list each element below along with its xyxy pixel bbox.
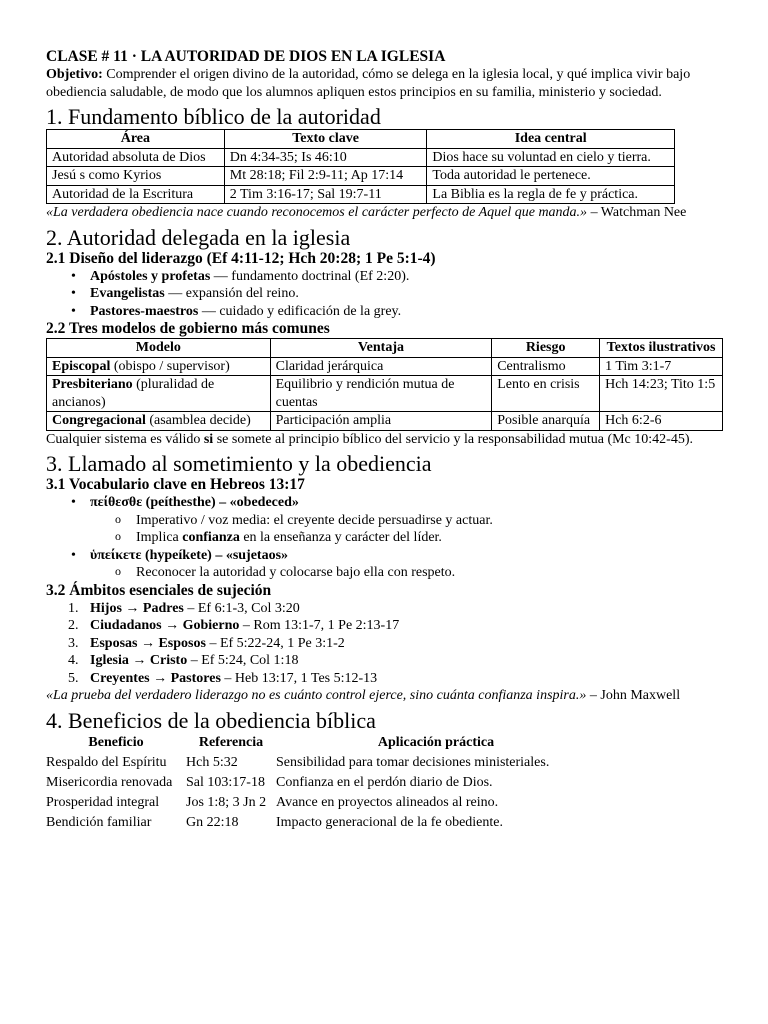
model-description: (pluralidad de ancianos) <box>52 377 215 410</box>
table-cell: Toda autoridad le pertenece. <box>427 167 675 186</box>
subsection-3-1-heading: 3.1 Vocabulario clave en Hebreos 13:17 <box>46 476 305 493</box>
subsection-2-2-heading: 2.2 Tres modelos de gobierno más comunes <box>46 320 330 337</box>
list-item-term: Apóstoles y profetas <box>90 268 211 284</box>
column-header: Modelo <box>47 339 271 358</box>
table-cell: Posible anarquía <box>492 412 600 431</box>
greek-vocabulary-list <box>46 494 722 582</box>
numbered-item <box>68 670 722 688</box>
quote-author: – Watchman Nee <box>587 205 687 220</box>
item-number: 1. <box>68 600 79 616</box>
note-emphasis: si <box>203 431 214 447</box>
item-number: 5. <box>68 670 79 686</box>
table-cell: Avance en proyectos alineados al reino. <box>276 794 499 810</box>
arrow-icon: → <box>140 635 155 651</box>
table-cell: Impacto generacional de la fe obediente. <box>276 814 503 830</box>
item-number: 3. <box>68 635 79 651</box>
table-header-row <box>47 339 723 358</box>
item-number: 4. <box>68 653 79 668</box>
table-cell: La Biblia es la regla de fe y práctica. <box>427 185 675 204</box>
column-header: Área <box>47 130 225 149</box>
list-item <box>90 494 722 547</box>
table-cell: Lento en crisis <box>492 376 600 412</box>
table-cell: Jesú s como Kyrios <box>47 167 225 186</box>
quote-watchman-nee <box>46 204 722 222</box>
model-description: (asamblea decide) <box>145 413 251 428</box>
item-authority: Cristo <box>149 653 188 668</box>
item-reference: – Heb 13:17, 1 Tes 5:12-13 <box>220 670 378 686</box>
item-subject: Hijos <box>90 600 122 616</box>
numbered-item <box>68 635 722 653</box>
table-row <box>46 773 596 793</box>
item-authority: Padres <box>142 600 184 616</box>
table-cell: Sensibilidad para tomar decisiones ministeriales. <box>276 754 550 770</box>
table-cell: Sal 103:17-18 <box>186 774 265 790</box>
section-4-heading: 4. Beneficios de la obediencia bíblica <box>46 707 376 733</box>
quote-john-maxwell <box>46 687 722 705</box>
table-row <box>46 793 596 813</box>
table-cell: Prosperidad integral <box>46 794 160 810</box>
sub-list <box>90 512 722 547</box>
class-title: CLASE # 11 · LA AUTORIDAD DE DIOS EN LA IGLESIA <box>46 48 446 65</box>
table-cell: Hch 14:23; Tito 1:5 <box>600 376 723 412</box>
section-3-heading: 3. Llamado al sometimiento y la obediencia <box>46 451 432 476</box>
table-cell: Autoridad absoluta de Dios <box>47 148 225 167</box>
arrow-icon: → <box>125 600 140 616</box>
table-cell: 1 Tim 3:1-7 <box>600 357 723 376</box>
greek-term: ὑπείκετε (hypeíkete) – «sujetaos» <box>90 547 289 563</box>
column-header: Referencia <box>198 734 264 750</box>
table-cell: Claridad jerárquica <box>270 357 492 376</box>
table-row <box>47 185 675 204</box>
table-cell: Misericordia renovada <box>46 774 173 790</box>
arrow-icon: → <box>132 653 147 668</box>
table-header-row <box>46 733 596 753</box>
numbered-item <box>68 600 722 618</box>
government-note <box>46 431 722 449</box>
list-item <box>90 547 722 582</box>
item-reference: – Ef 6:1-3, Col 3:20 <box>183 600 300 616</box>
item-subject: Iglesia <box>90 653 129 668</box>
table-row <box>47 376 723 412</box>
item-reference: – Ef 5:22-24, 1 Pe 3:1-2 <box>205 635 345 651</box>
greek-term: πείθεσθε (peíthesthe) – «obedeced» <box>90 495 299 510</box>
column-header: Aplicación práctica <box>377 734 495 750</box>
column-header: Textos ilustrativos <box>600 339 723 358</box>
table-cell: Hch 6:2-6 <box>600 412 723 431</box>
table-cell <box>47 357 271 376</box>
table-row <box>46 813 596 833</box>
list-item-term: Pastores-maestros <box>90 303 199 319</box>
quote-text: «La prueba del verdadero liderazgo no es cuánto control ejerce, sino cuánta confianza inspira.» <box>46 688 587 703</box>
table-cell: Centralismo <box>492 357 600 376</box>
list-item <box>90 285 722 303</box>
list-item-text: — fundamento doctrinal (Ef 2:20). <box>210 268 410 284</box>
table-cell: Equilibrio y rendición mutua de cuentas <box>270 376 492 412</box>
table-cell: Jos 1:8; 3 Jn 2 <box>186 794 267 810</box>
table-cell: Autoridad de la Escritura <box>47 185 225 204</box>
list-item <box>90 303 722 321</box>
table-cell: Dios hace su voluntad en cielo y tierra. <box>427 148 675 167</box>
item-subject: Ciudadanos <box>90 618 162 633</box>
table-row <box>47 148 675 167</box>
column-header: Idea central <box>427 130 675 149</box>
column-header: Ventaja <box>270 339 492 358</box>
table-header-row <box>47 130 675 149</box>
arrow-icon: → <box>153 670 168 686</box>
list-item <box>90 268 722 286</box>
model-name: Episcopal <box>52 358 111 374</box>
item-authority: Pastores <box>170 670 221 686</box>
table-cell: Mt 28:18; Fil 2:9-11; Ap 17:14 <box>224 167 427 186</box>
model-description: (obispo / supervisor) <box>110 358 230 374</box>
sub-list-emphasis: confianza <box>182 530 240 545</box>
table-cell: Dn 4:34-35; Is 46:10 <box>224 148 427 167</box>
column-header: Riesgo <box>492 339 600 358</box>
subsection-3-2-heading: 3.2 Ámbitos esenciales de sujeción <box>46 581 272 599</box>
quote-author: – John Maxwell <box>586 688 681 703</box>
authority-foundation-table <box>46 129 675 204</box>
table-cell: Gn 22:18 <box>186 814 239 830</box>
note-text: se somete al principio bíblico del servicio y la responsabilidad mutua (Mc 10:42-45). <box>213 431 693 447</box>
list-item-term: Evangelistas <box>90 286 165 301</box>
objective-label: Objetivo: <box>46 67 103 82</box>
note-text: Cualquier sistema es válido <box>46 431 204 447</box>
column-header: Texto clave <box>224 130 427 149</box>
section-1-heading: 1. Fundamento bíblico de la autoridad <box>46 104 381 129</box>
sub-list-item <box>136 529 722 547</box>
list-item-text: — cuidado y edificación de la grey. <box>198 303 402 319</box>
numbered-item <box>68 617 722 635</box>
table-cell: Respaldo del Espíritu <box>46 754 167 770</box>
sub-list-text: Imperativo / voz media: el creyente decide persuadirse y actuar. <box>136 512 493 528</box>
item-authority: Gobierno <box>182 618 240 633</box>
item-subject: Creyentes <box>90 670 150 686</box>
model-name: Congregacional <box>52 413 146 428</box>
sub-list-item <box>136 564 722 582</box>
sub-list <box>90 564 722 582</box>
leadership-list <box>46 268 722 321</box>
obedience-benefits-table <box>46 733 596 833</box>
numbered-item <box>68 652 722 670</box>
list-item-text: — expansión del reino. <box>164 286 299 301</box>
sub-list-text: en la enseñanza y carácter del líder. <box>239 530 442 545</box>
model-name: Presbiteriano <box>52 377 133 392</box>
table-cell <box>47 376 271 412</box>
table-row <box>47 167 675 186</box>
arrow-icon: → <box>165 618 180 633</box>
objective <box>46 66 722 101</box>
item-subject: Esposas <box>90 635 138 651</box>
table-cell: Confianza en el perdón diario de Dios. <box>276 774 493 790</box>
sub-list-item <box>136 512 722 530</box>
submission-areas-list <box>46 600 722 688</box>
table-cell <box>47 412 271 431</box>
table-cell: Participación amplia <box>270 412 492 431</box>
table-cell: 2 Tim 3:16-17; Sal 19:7-11 <box>224 185 427 204</box>
column-header: Beneficio <box>88 734 144 750</box>
item-reference: – Rom 13:1-7, 1 Pe 2:13-17 <box>239 618 400 633</box>
item-reference: – Ef 5:24, Col 1:18 <box>187 653 299 668</box>
subsection-2-1-heading: 2.1 Diseño del liderazgo (Ef 4:11-12; Hch 20:28; 1 Pe 5:1-4) <box>46 249 436 267</box>
table-row <box>47 357 723 376</box>
item-number: 2. <box>68 618 79 633</box>
table-cell: Bendición familiar <box>46 814 152 830</box>
table-cell: Hch 5:32 <box>186 754 238 770</box>
objective-text: Comprender el origen divino de la autoridad, cómo se delega en la iglesia local, y qué implica vivir bajo obediencia saludable, de modo que los alumnos apliquen estos principios en su familia, ministerio y sociedad. <box>46 67 691 100</box>
table-row <box>46 753 596 773</box>
sub-list-text: Reconocer la autoridad y colocarse bajo ella con respeto. <box>136 565 456 580</box>
quote-text: «La verdadera obediencia nace cuando reconocemos el carácter perfecto de Aquel que manda.» <box>46 205 588 220</box>
sub-list-text: Implica <box>136 530 183 545</box>
table-row <box>47 412 723 431</box>
item-authority: Esposos <box>158 635 206 651</box>
section-2-heading: 2. Autoridad delegada en la iglesia <box>46 224 351 250</box>
government-models-table <box>46 338 723 431</box>
